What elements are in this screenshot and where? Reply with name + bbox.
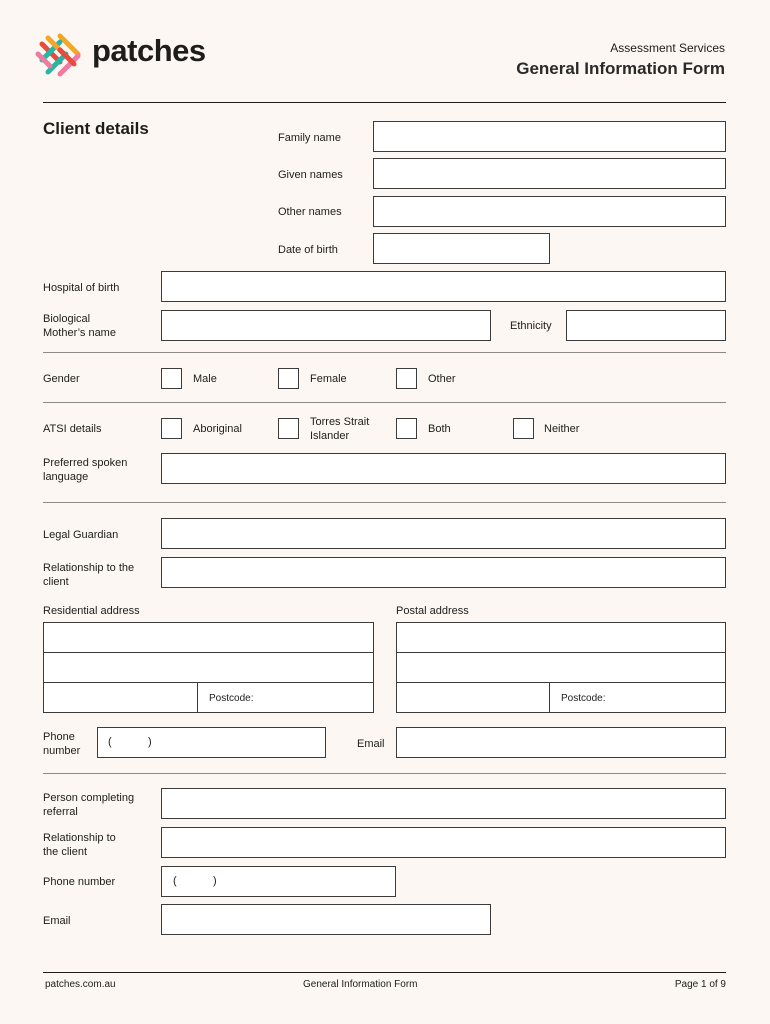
residential-address-line2-field[interactable] bbox=[43, 652, 374, 683]
divider bbox=[43, 402, 726, 403]
mother-name-label-line2: Mother’s name bbox=[43, 327, 116, 339]
gender-other-checkbox[interactable] bbox=[396, 368, 417, 389]
legal-guardian-field[interactable] bbox=[161, 518, 726, 549]
other-names-label: Other names bbox=[278, 206, 342, 218]
atsi-both-label: Both bbox=[428, 423, 451, 435]
legal-guardian-label: Legal Guardian bbox=[43, 529, 119, 541]
divider bbox=[43, 352, 726, 353]
referrer-person-field[interactable] bbox=[161, 788, 726, 819]
patches-logo-icon bbox=[34, 32, 86, 78]
footer-website-link[interactable]: patches.com.au bbox=[45, 979, 116, 990]
atsi-aboriginal-checkbox[interactable] bbox=[161, 418, 182, 439]
postal-suburb-field[interactable] bbox=[396, 682, 550, 713]
date-of-birth-label: Date of birth bbox=[278, 244, 338, 256]
ethnicity-field[interactable] bbox=[566, 310, 726, 341]
residential-postcode-label: Postcode: bbox=[209, 693, 254, 704]
residential-address-label: Residential address bbox=[43, 605, 140, 617]
referrer-email-field[interactable] bbox=[161, 904, 491, 935]
header-divider bbox=[43, 102, 726, 103]
referrer-relationship-field[interactable] bbox=[161, 827, 726, 858]
atsi-torres-strait-label-line1: Torres Strait bbox=[310, 416, 370, 428]
service-name: Assessment Services bbox=[610, 41, 725, 55]
guardian-phone-close-paren: ) bbox=[148, 736, 152, 748]
residential-suburb-field[interactable] bbox=[43, 682, 198, 713]
referrer-relationship-label-line2: the client bbox=[43, 846, 88, 858]
atsi-torres-strait-label-line2: Islander bbox=[310, 430, 350, 442]
ethnicity-label: Ethnicity bbox=[510, 320, 552, 332]
guardian-relationship-label-line1: Relationship to the bbox=[43, 562, 135, 574]
guardian-relationship-label-line2: client bbox=[43, 576, 69, 588]
referrer-relationship-label-line1: Relationship to bbox=[43, 832, 116, 844]
form-title: General Information Form bbox=[516, 59, 725, 78]
postal-postcode-label: Postcode: bbox=[561, 693, 606, 704]
referrer-phone-label: Phone number bbox=[43, 876, 116, 888]
guardian-relationship-field[interactable] bbox=[161, 557, 726, 588]
family-name-label: Family name bbox=[278, 132, 341, 144]
guardian-email-field[interactable] bbox=[396, 727, 726, 758]
mother-name-label-line1: Biological bbox=[43, 313, 91, 325]
gender-label: Gender bbox=[43, 373, 80, 385]
atsi-neither-checkbox[interactable] bbox=[513, 418, 534, 439]
referrer-person-label-line1: Person completing bbox=[43, 792, 135, 804]
section-title-client-details: Client details bbox=[43, 119, 149, 138]
divider bbox=[43, 773, 726, 774]
given-names-field[interactable] bbox=[373, 158, 726, 189]
atsi-both-checkbox[interactable] bbox=[396, 418, 417, 439]
divider bbox=[43, 502, 726, 503]
atsi-torres-strait-checkbox[interactable] bbox=[278, 418, 299, 439]
family-name-field[interactable] bbox=[373, 121, 726, 152]
guardian-email-label: Email bbox=[357, 738, 385, 750]
brand-name: patches bbox=[92, 33, 206, 68]
gender-male-label: Male bbox=[193, 373, 217, 385]
referrer-phone-field[interactable] bbox=[161, 866, 396, 897]
gender-female-label: Female bbox=[310, 373, 347, 385]
postal-address-label: Postal address bbox=[396, 605, 469, 617]
language-label-line2: language bbox=[43, 471, 89, 483]
guardian-phone-field[interactable] bbox=[97, 727, 326, 758]
footer-divider bbox=[43, 972, 726, 973]
referrer-phone-close-paren: ) bbox=[213, 875, 217, 887]
hospital-of-birth-field[interactable] bbox=[161, 271, 726, 302]
hospital-of-birth-label: Hospital of birth bbox=[43, 282, 120, 294]
given-names-label: Given names bbox=[278, 169, 343, 181]
postal-address-line2-field[interactable] bbox=[396, 652, 726, 683]
atsi-aboriginal-label: Aboriginal bbox=[193, 423, 242, 435]
footer-page-number: Page 1 of 9 bbox=[674, 979, 726, 990]
atsi-neither-label: Neither bbox=[544, 423, 580, 435]
gender-male-checkbox[interactable] bbox=[161, 368, 182, 389]
preferred-language-field[interactable] bbox=[161, 453, 726, 484]
guardian-phone-label-line2: number bbox=[43, 745, 81, 757]
language-label-line1: Preferred spoken bbox=[43, 457, 128, 469]
guardian-phone-label-line1: Phone bbox=[43, 731, 75, 743]
postal-address-line1-field[interactable] bbox=[396, 622, 726, 653]
referrer-email-label: Email bbox=[43, 915, 71, 927]
mother-name-field[interactable] bbox=[161, 310, 491, 341]
residential-address-line1-field[interactable] bbox=[43, 622, 374, 653]
other-names-field[interactable] bbox=[373, 196, 726, 227]
atsi-label: ATSI details bbox=[43, 423, 102, 435]
referrer-person-label-line2: referral bbox=[43, 806, 78, 818]
footer-form-name: General Information Form bbox=[303, 979, 418, 990]
gender-female-checkbox[interactable] bbox=[278, 368, 299, 389]
guardian-phone-open-paren: ( bbox=[108, 736, 112, 748]
referrer-phone-open-paren: ( bbox=[173, 875, 177, 887]
gender-other-label: Other bbox=[428, 373, 456, 385]
date-of-birth-field[interactable] bbox=[373, 233, 550, 264]
